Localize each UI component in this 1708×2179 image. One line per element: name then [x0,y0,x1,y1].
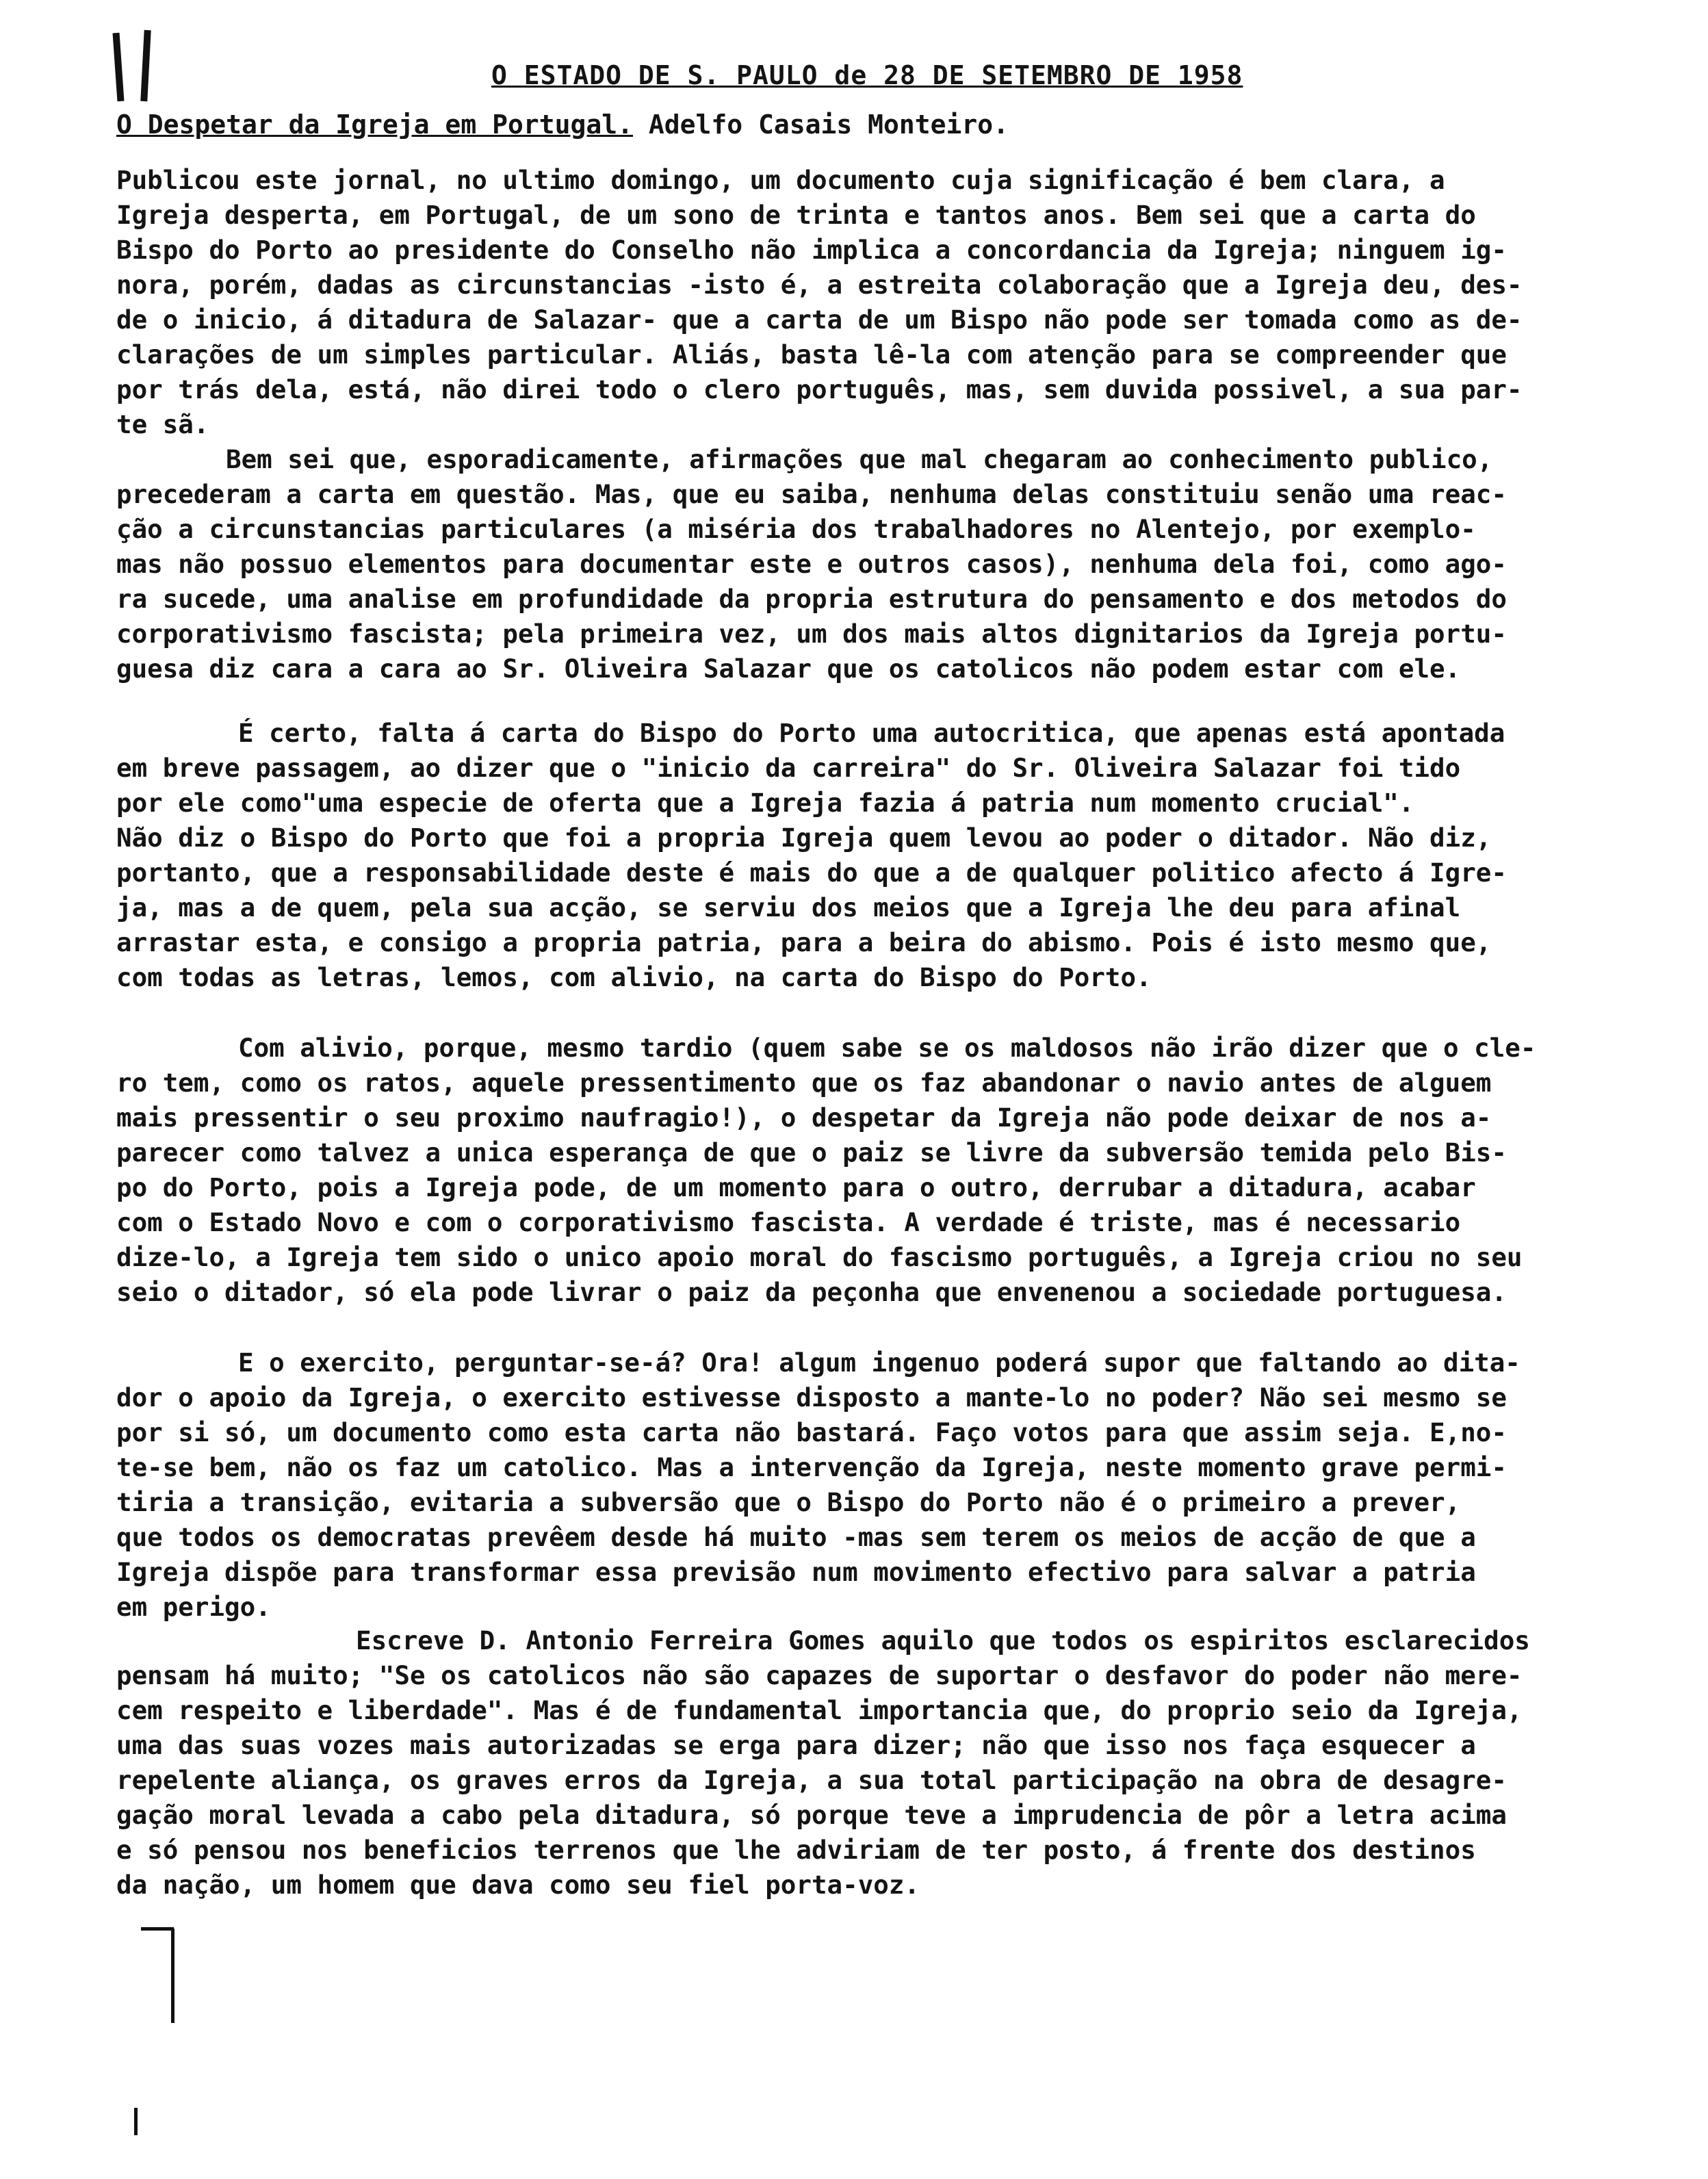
text-line: ra sucede, uma analise em profundidade da propria estrutura do pensamento e dos metodos do [116,584,1507,614]
text-line: com o Estado Novo e com o corporativismo fascista. A verdade é triste, mas é necessario [116,1207,1461,1237]
text-line: Escreve D. Antonio Ferreira Gomes aquilo que todos os espiritos esclarecidos [356,1625,1530,1655]
text-line: mas não possuo elementos para documentar este e outros casos), nenhuma dela foi, como ago- [116,549,1507,579]
text-line: parecer como talvez a unica esperança de que o paiz se livre da subversão temida pelo Bis- [116,1137,1507,1168]
text-line: tiria a transição, evitaria a subversão que o Bispo do Porto não é o primeiro a prever, [116,1487,1461,1517]
text-line: mais pressentir o seu proximo naufragio!), o despetar da Igreja não pode deixar de nos a- [116,1103,1492,1133]
text-line: portanto, que a responsabilidade deste é mais do que a de qualquer politico afecto á Igre- [116,858,1507,888]
text-line: clarações de um simples particular. Aliás, basta lê-la com atenção para se compreender que [116,339,1507,370]
text-line: por ele como"uma especie de oferta que a Igreja fazia á patria num momento crucial". [116,788,1414,818]
paragraph-5 [116,1345,1649,1625]
text-line: de o inicio, á ditadura de Salazar- que a carta de um Bispo não pode ser tomada como as de- [116,305,1523,335]
text-line: ção a circunstancias particulares (a miséria dos trabalhadores no Alentejo, por exemplo- [116,514,1476,544]
margin-mark-top-left-2 [140,30,151,101]
text-line: em perigo. [116,1592,271,1622]
text-line: guesa diz cara a cara ao Sr. Oliveira Salazar que os catolicos não podem estar com ele. [116,654,1461,684]
text-line: ro tem, como os ratos, aquele pressentimento que os faz abandonar o navio antes de alguem [116,1068,1492,1098]
newspaper-reference: O ESTADO DE S. PAULO de 28 DE SETEMBRO DE 1958 [491,60,1243,90]
paragraph-2 [116,442,1649,686]
margin-mark-bottom-left-hook [141,1927,174,1931]
text-line: dize-lo, a Igreja tem sido o unico apoio moral do fascismo português, a Igreja criou no seu [116,1242,1523,1272]
text-line: por si só, um documento como esta carta não bastará. Faço votos para que assim seja. E,no- [116,1417,1507,1447]
text-line: É certo, falta á carta do Bispo do Porto uma autocritica, que apenas está apontada [238,718,1505,748]
text-line: corporativismo fascista; pela primeira vez, um dos mais altos dignitarios da Igreja portu- [116,619,1507,649]
text-line: Publicou este jornal, no ultimo domingo, um documento cuja significação é bem clara, a [116,165,1445,195]
article-author: Adelfo Casais Monteiro. [648,109,1009,140]
text-line: Igreja desperta, em Portugal, de um sono de trinta e tantos anos. Bem sei que a carta do [116,200,1476,230]
text-line: E o exercito, perguntar-se-á? Ora! algum ingenuo poderá supor que faltando ao dita- [238,1348,1521,1378]
text-line: repelente aliança, os graves erros da Igreja, a sua total participação na obra de desagre- [116,1765,1507,1795]
article-heading [116,109,1009,140]
text-line: pensam há muito; "Se os catolicos não são capazes de suportar o desfavor do poder não mere- [116,1660,1523,1690]
text-line: Bem sei que, esporadicamente, afirmações que mal chegaram ao conhecimento publico, [226,444,1493,474]
text-line: te-se bem, não os faz um catolico. Mas a intervenção da Igreja, neste momento grave permi- [116,1452,1507,1482]
text-line: cem respeito e liberdade". Mas é de fundamental importancia que, do proprio seio da Igreja, [116,1695,1523,1725]
text-line: da nação, um homem que dava como seu fiel porta-voz. [116,1870,920,1900]
text-line: Com alivio, porque, mesmo tardio (quem sabe se os maldosos não irão dizer que o cle- [238,1033,1536,1063]
text-line: po do Porto, pois a Igreja pode, de um momento para o outro, derrubar a ditadura, acabar [116,1172,1476,1202]
text-line: uma das suas vozes mais autorizadas se erga para dizer; não que isso nos faça esquecer a [116,1730,1476,1760]
text-line: Não diz o Bispo do Porto que foi a propria Igreja quem levou ao poder o ditador. Não diz, [116,823,1492,853]
text-line: te sã. [116,409,209,439]
paragraph-3 [116,716,1649,995]
margin-mark-bottom-left-stroke [171,1929,174,2023]
text-line: por trás dela, está, não direi todo o clero português, mas, sem duvida possivel, a sua par- [116,374,1523,404]
text-line: com todas as letras, lemos, com alivio, na carta do Bispo do Porto. [116,962,1152,992]
text-line: Bispo do Porto ao presidente do Conselho não implica a concordancia da Igreja; ninguem ig- [116,235,1507,265]
text-line: em breve passagem, ao dizer que o "inicio da carreira" do Sr. Oliveira Salazar foi tido [116,753,1461,783]
paragraph-1 [116,163,1649,442]
margin-mark-top-left-1 [113,33,125,101]
text-line: dor o apoio da Igreja, o exercito estivesse disposto a mante-lo no poder? Não sei mesmo se [116,1382,1507,1413]
margin-mark-bottom-dot [134,2108,138,2135]
paragraph-4 [116,1031,1649,1310]
text-line: que todos os democratas prevêem desde há muito -mas sem terem os meios de acção de que a [116,1522,1476,1552]
text-line: seio o ditador, só ela pode livrar o paiz da peçonha que envenenou a sociedade portuguesa. [116,1277,1507,1307]
text-line: gação moral levada a cabo pela ditadura, só porque teve a imprudencia de pôr a letra acima [116,1800,1507,1830]
text-line: nora, porém, dadas as circunstancias -isto é, a estreita colaboração que a Igreja deu, des- [116,270,1523,300]
text-line: arrastar esta, e consigo a propria patria, para a beira do abismo. Pois é isto mesmo que, [116,927,1492,957]
paragraph-6 [116,1623,1649,1903]
text-line: e só pensou nos beneficios terrenos que lhe adviriam de ter posto, á frente dos destinos [116,1835,1476,1865]
article-title: O Despetar da Igreja em Portugal. [116,109,633,140]
text-line: precederam a carta em questão. Mas, que eu saiba, nenhuma delas constituiu senão uma reac- [116,479,1507,509]
text-line: ja, mas a de quem, pela sua acção, se serviu dos meios que a Igreja lhe deu para afinal [116,892,1461,923]
text-line: Igreja dispõe para transformar essa previsão num movimento efectivo para salvar a patria [116,1557,1476,1587]
